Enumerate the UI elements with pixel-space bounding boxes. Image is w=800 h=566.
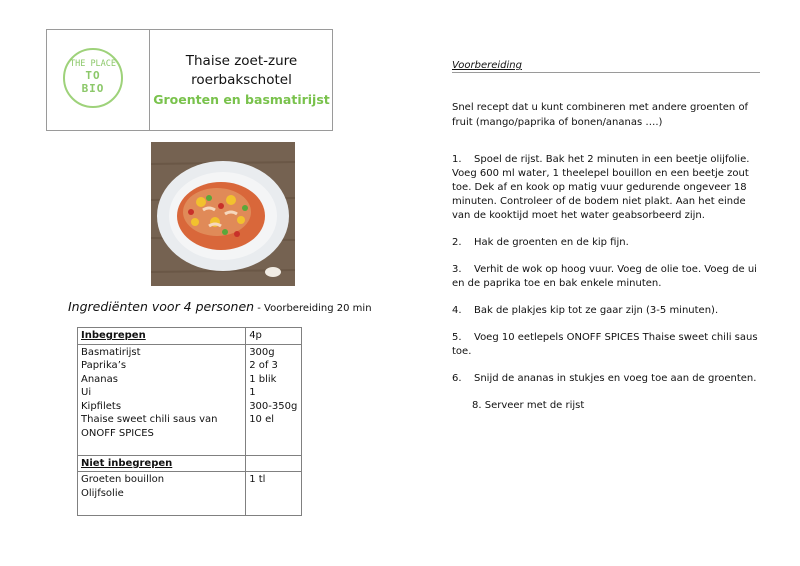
step-text: Verhit de wok op hoog vuur. Voeg de olie toe. Voeg de ui en de paprika toe en bak enkele minuten. [452, 264, 757, 289]
step-text: Voeg 10 eetlepels ONOFF SPICES Thaise sweet chili saus toe. [452, 332, 758, 357]
ingredient-name: Kipfilets [81, 400, 122, 412]
ingredient-name: Ui [81, 387, 92, 398]
not-included-qty-cell [246, 472, 302, 516]
ingredient-qty: 10 el [249, 414, 275, 425]
step-text: Spoel de rijst. Bak het 2 minuten in een beetje olijfolie. Voeg 600 ml water, 1 theelepel bouillon en een beetje zout toe. Dek af en kook op matig vuur gedurende ongeveer 18 minuten. Controleer of de bodem niet plakt. Aan het einde van de kooktijd moet het water geabsorbeerd zijn. [452, 154, 750, 221]
table-header-row [78, 328, 302, 345]
spacer-line [81, 440, 242, 454]
logo-line-1: THE PLACE [69, 59, 117, 70]
step-number: 1. [452, 154, 462, 165]
step-3 [452, 263, 764, 291]
preparation-intro: Snel recept dat u kunt combineren met andere groenten of fruit (mango/paprika of bonen/ananas ….) [452, 102, 749, 128]
step-1 [452, 153, 764, 223]
recipe-header [46, 29, 333, 131]
logo-line-2: TO [85, 69, 101, 83]
step-number: 4. [452, 305, 462, 316]
ingredient-qty: 1 blik [249, 373, 277, 385]
included-names-cell [78, 344, 246, 455]
included-header: Inbegrepen [78, 328, 246, 345]
step-final: 8. Serveer met de rijst [472, 400, 585, 411]
ingredients-title: Ingrediënten voor 4 personen [68, 299, 255, 314]
dish-photo [151, 142, 295, 286]
recipe-title-line-2: roerbakschotel [191, 71, 292, 88]
ingredients-table [77, 327, 302, 516]
table-header-row [78, 455, 302, 472]
the-place-to-bio-logo [63, 48, 123, 108]
ingredients-heading [68, 299, 372, 314]
dish-photo-icon [151, 142, 295, 286]
ingredient-name: Paprika’s [81, 360, 127, 371]
table-row [78, 344, 302, 455]
empty-cell [246, 455, 302, 472]
title-area [150, 30, 333, 130]
step-text: Bak de plakjes kip tot ze gaar zijn (3-5 minuten). [474, 305, 719, 316]
recipe-title-line-1: Thaise zoet-zure [185, 52, 298, 69]
ingredient-name: Groeten bouillon [81, 474, 165, 485]
ingredient-qty: 1 tl [249, 474, 266, 485]
not-included-names-cell [78, 472, 246, 516]
ingredient-name: Ananas [81, 373, 118, 385]
recipe-subtitle: Groenten en basmatirijst [153, 91, 330, 107]
preparation-steps [452, 153, 764, 426]
step-4 [452, 304, 764, 318]
ingredient-name: Thaise sweet chili saus van [81, 414, 218, 425]
preparation-rule [452, 72, 760, 73]
step-5 [452, 331, 764, 359]
ingredient-name: ONOFF SPICES [81, 427, 154, 439]
ingredient-name: Basmatirijst [81, 346, 141, 358]
logo-line-3: BIO [81, 81, 105, 95]
step-number: 3. [452, 264, 462, 275]
included-qty-cell [246, 344, 302, 455]
preparation-title: Voorbereiding [452, 60, 522, 71]
ingredient-name: Olijfsolie [81, 487, 124, 499]
ingredient-qty: 1 [249, 387, 256, 398]
spacer-line [81, 500, 242, 514]
step-text: Snijd de ananas in stukjes en voeg toe aan de groenten. [474, 373, 757, 384]
ingredient-qty: 300-350g [249, 400, 298, 412]
not-included-header: Niet inbegrepen [78, 455, 246, 472]
ingredient-qty: 300g [249, 346, 275, 358]
step-text: Hak de groenten en de kip fijn. [474, 237, 629, 248]
step-number: 5. [452, 332, 462, 343]
step-number: 2. [452, 237, 462, 248]
step-6 [452, 372, 764, 386]
step-2 [452, 236, 764, 250]
step-number: 6. [452, 373, 462, 384]
table-row [78, 472, 302, 516]
ingredient-qty: 2 of 3 [249, 360, 278, 371]
prep-time: - Voorbereiding 20 min [254, 303, 372, 314]
portion-header: 4p [246, 328, 302, 345]
